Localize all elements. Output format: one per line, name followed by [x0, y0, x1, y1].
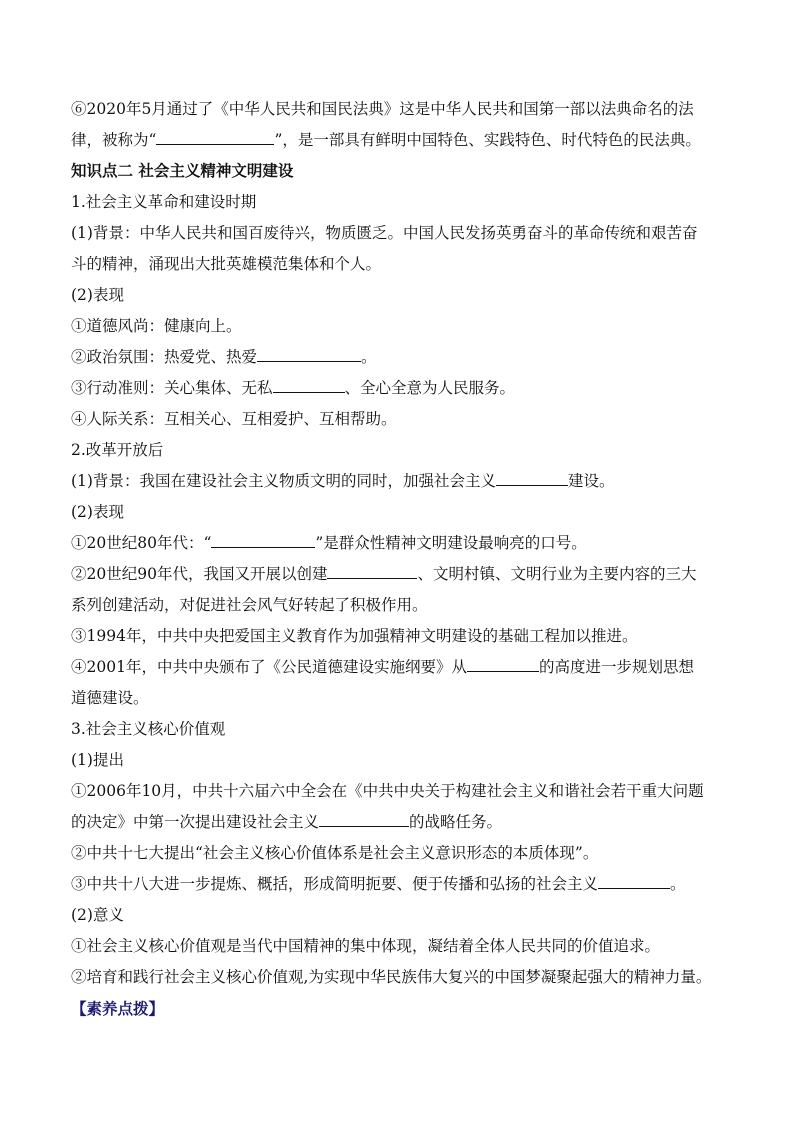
text-line	[71, 409, 794, 429]
text-segment: 2.改革开放后	[71, 441, 164, 459]
text-line	[71, 657, 794, 677]
text-segment: 的决定》中第一次提出建设社会主义	[71, 813, 320, 831]
subsection-heading	[71, 192, 794, 212]
text-line	[71, 688, 794, 708]
text-line	[71, 874, 794, 894]
text-line	[71, 936, 794, 956]
text-segment: 1.社会主义革命和建设时期	[71, 193, 257, 211]
text-segment: 斗的精神，涌现出大批英雄模范集体和个人。	[71, 255, 382, 273]
text-segment: ③1994年，中共中央把爱国主义教育作为加强精神文明建设的基础工程加以推进。	[71, 627, 638, 645]
text-segment: 的高度进一步规划思想	[538, 658, 694, 676]
fill-blank[interactable]	[156, 130, 274, 145]
text-segment: (2)表现	[71, 286, 124, 304]
text-line	[71, 285, 794, 305]
text-segment: (1)背景：中华人民共和国百废待兴，物质匮乏。中国人民发扬英勇奋斗的革命传统和艰苦奋	[71, 224, 698, 242]
text-segment: (2)表现	[71, 503, 124, 521]
section-heading	[71, 161, 794, 181]
text-segment: 道德建设。	[71, 689, 149, 707]
label-text: 【素养点拨】	[71, 999, 165, 1018]
text-segment: 、文明村镇、文明行业为主要内容的三大	[417, 565, 697, 583]
fill-blank[interactable]	[319, 812, 409, 827]
text-line	[71, 595, 794, 615]
text-segment: ①2006年10月，中共十六届六中全会在《中共中央关于构建社会主义和谐社会若干重大问题	[71, 782, 704, 800]
text-segment: ⑥2020年5月通过了《中华人民共和国民法典》这是中华人民共和国第一部以法典命名的法	[71, 100, 694, 118]
text-segment: 律，被称为“	[71, 131, 157, 149]
text-segment: ②中共十七大提出“社会主义核心价值体系是社会主义意识形态的本质体现”。	[71, 844, 599, 862]
text-segment: 系列创建活动，对促进社会风气好转起了积极作用。	[71, 596, 428, 614]
text-line	[71, 533, 794, 553]
text-line	[71, 564, 794, 584]
text-segment: 。	[670, 875, 686, 893]
text-segment: 的战略任务。	[409, 813, 503, 831]
text-segment: ①道德风尚：健康向上。	[71, 317, 242, 335]
text-segment: ②培育和践行社会主义核心价值观,为实现中华民族伟大复兴的中国梦凝聚起强大的精神力量。	[71, 968, 712, 986]
text-segment: ②20世纪90年代，我国又开展以创建	[71, 565, 328, 583]
heading-text: 知识点二 社会主义精神文明建设	[71, 161, 294, 180]
text-segment: ②政治氛围：热爱党、热爱	[71, 348, 258, 366]
subsection-heading	[71, 719, 794, 739]
fill-blank[interactable]	[327, 564, 417, 579]
text-segment: (1)提出	[71, 751, 124, 769]
text-line	[71, 99, 794, 119]
section-label	[71, 999, 794, 1019]
text-segment: ①20世纪80年代：“	[71, 534, 212, 552]
text-segment: ①社会主义核心价值观是当代中国精神的集中体现，凝结着全体人民共同的价值追求。	[71, 937, 661, 955]
fill-blank[interactable]	[273, 378, 345, 393]
text-segment: ”，是一部具有鲜明中国特色、实践特色、时代特色的民法典。	[274, 131, 701, 149]
text-line	[71, 843, 794, 863]
text-segment: 建设。	[567, 472, 615, 490]
text-segment: ④2001年，中共中央颁布了《公民道德建设实施纲要》从	[71, 658, 467, 676]
text-line	[71, 781, 794, 801]
text-line	[71, 905, 794, 925]
text-line	[71, 750, 794, 770]
text-line	[71, 378, 794, 398]
text-segment: (2)意义	[71, 906, 124, 924]
text-line	[71, 812, 794, 832]
fill-blank[interactable]	[496, 471, 568, 486]
text-segment: ”是群众性精神文明建设最响亮的口号。	[315, 534, 587, 552]
subsection-heading	[71, 440, 794, 460]
text-segment: 3.社会主义核心价值观	[71, 720, 226, 738]
text-line	[71, 254, 794, 274]
fill-blank[interactable]	[211, 533, 315, 548]
text-line	[71, 502, 794, 522]
text-line	[71, 130, 794, 150]
fill-blank[interactable]	[598, 874, 670, 889]
text-segment: 。	[361, 348, 377, 366]
text-segment: ③行动准则：关心集体、无私	[71, 379, 273, 397]
text-line	[71, 316, 794, 336]
text-line	[71, 223, 794, 243]
text-segment: ③中共十八大进一步提炼、概括，形成简明扼要、便于传播和弘扬的社会主义	[71, 875, 599, 893]
text-line	[71, 347, 794, 367]
fill-blank[interactable]	[257, 347, 361, 362]
text-segment: 、全心全意为人民服务。	[344, 379, 516, 397]
text-segment: (1)背景：我国在建设社会主义物质文明的同时，加强社会主义	[71, 472, 496, 490]
text-line	[71, 626, 794, 646]
text-line	[71, 967, 794, 987]
text-segment: ④人际关系：互相关心、互相爱护、互相帮助。	[71, 410, 397, 428]
text-line	[71, 471, 794, 491]
fill-blank[interactable]	[467, 657, 539, 672]
